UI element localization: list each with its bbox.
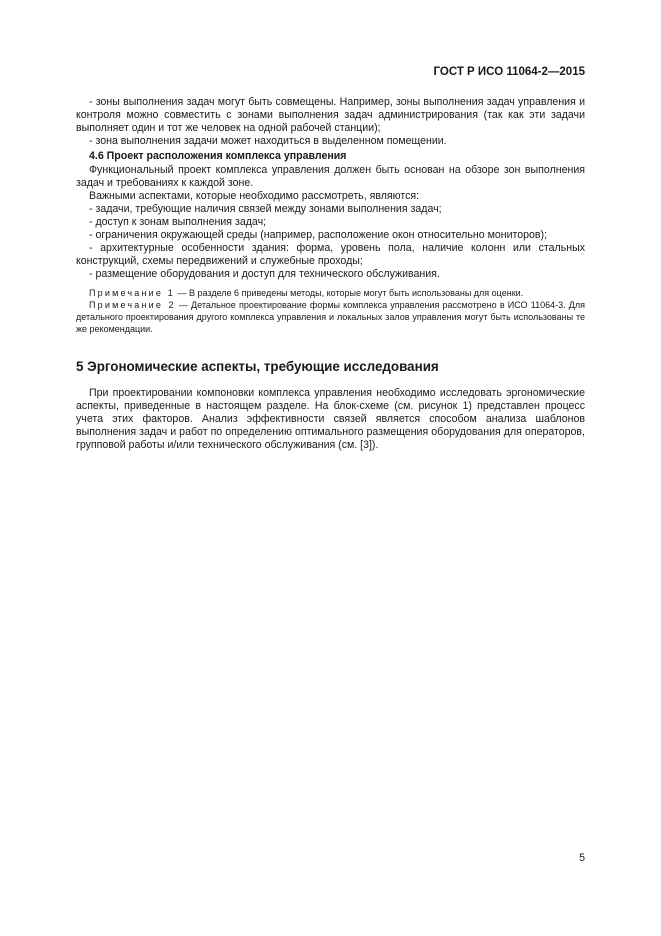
list-item: - зона выполнения задачи может находиться в выделенном помещении. [89,135,447,147]
note-text: — В разделе 6 приведены методы, которые могут быть использованы для оценки. [175,288,524,298]
note-1 [76,287,585,299]
paragraph: При проектировании компоновки комплекса управления необходимо исследовать эргономические аспекты, приведенные в настоящем разделе. На блок-схеме (см. рисунок 1) представлен процесс учета этих факторов. Анализ эффективности связей является способом анализа шаблонов выполнения задач и работ по определению оптимального размещения оборудования для операторов, групповой работы и/или технического обслуживания (см. [3]). [76,387,585,451]
list-item: - зоны выполнения задач могут быть совмещены. Например, зоны выполнения задач управления и контроля можно совместить с зонами выполнения задач администрирования (так как эти задачи выполняет один и тот же человек на одной рабочей станции); [76,96,585,134]
note-text: — Детальное проектирование формы комплекса управления рассмотрено в ИСО 11064-3. Для детального проектирования другого комплекса управления и локальных залов управления могут быть использованы те же рекомендации. [76,300,585,334]
note-label: Примечание 2 [89,300,176,310]
paragraph: Важными аспектами, которые необходимо рассмотреть, являются: [89,190,420,202]
list-item: - доступ к зонам выполнения задач; [89,216,267,228]
page-content [76,96,585,452]
note-label: Примечание 1 [89,288,175,298]
paragraph: Функциональный проект комплекса управления должен быть основан на обзоре зон выполнения задач и требованиях к каждой зоне. [76,164,585,189]
document-header: ГОСТ Р ИСО 11064-2—2015 [433,66,585,78]
section-heading-4-6: 4.6 Проект расположения комплекса управления [89,150,347,162]
section-heading-5: 5 Эргономические аспекты, требующие исследования [76,359,439,374]
list-item: - ограничения окружающей среды (например, расположение окон относительно мониторов); [89,229,548,241]
list-item: - архитектурные особенности здания: форма, уровень пола, наличие колонн или стальных конструкций, схемы передвижений и служебные проходы; [76,242,585,267]
list-item: - размещение оборудования и доступ для технического обслуживания. [89,268,440,280]
note-2 [76,299,585,335]
page-number: 5 [579,852,585,864]
list-item: - задачи, требующие наличия связей между зонами выполнения задач; [89,203,442,215]
